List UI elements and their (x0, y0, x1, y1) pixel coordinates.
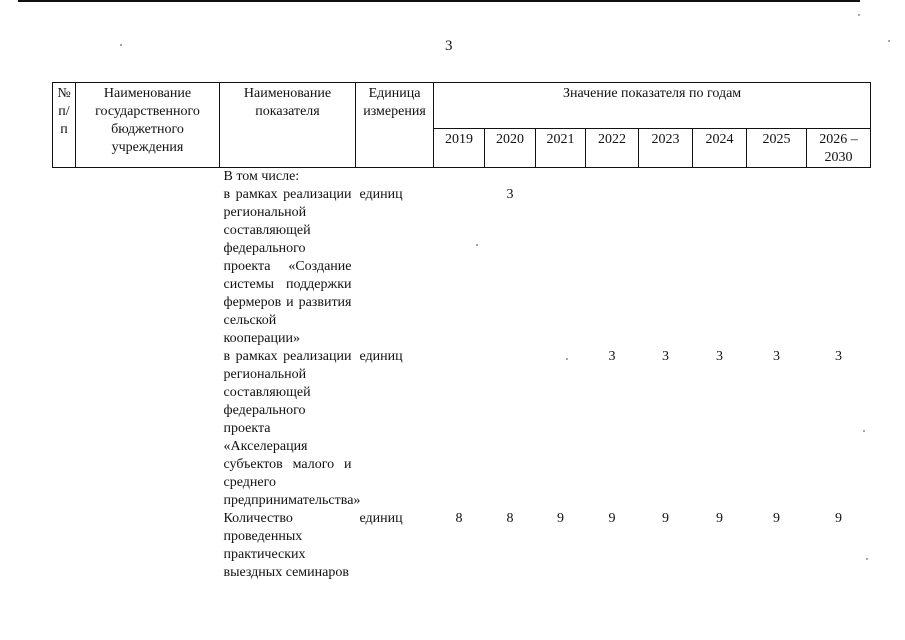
scan-speck (888, 40, 890, 42)
cell-unit: единиц (359, 349, 403, 364)
cell-value: 9 (608, 511, 616, 526)
header-year: 2023 (639, 129, 693, 168)
cell-value: 3 (506, 187, 514, 202)
cell-value (586, 186, 639, 348)
cell-unit (356, 168, 434, 187)
cell-institution (76, 510, 220, 582)
header-year: 2026 – 2030 (807, 129, 871, 168)
table-row (53, 510, 871, 582)
table-row (53, 186, 871, 348)
scan-speck (858, 14, 860, 16)
cell-value (693, 186, 747, 348)
table-row (53, 348, 871, 510)
header-year: 2024 (693, 129, 747, 168)
header-year: 2021 (536, 129, 586, 168)
cell-indicator: в рамках реализации региональной составляющей федерального проекта «Акселерация субъектов малого и среднего предпринимательства» (223, 349, 361, 508)
cell-value (807, 186, 871, 348)
cell-number (53, 348, 76, 510)
header-number: № п/п (53, 83, 76, 168)
cell-value (693, 168, 747, 187)
cell-number (53, 510, 76, 582)
cell-value (434, 186, 485, 348)
cell-value: 9 (835, 511, 843, 526)
top-edge-line (18, 0, 860, 2)
header-institution: Наименование государственного бюджетного учреждения (76, 83, 220, 168)
cell-indicator: В том числе: (223, 169, 300, 184)
cell-value (747, 168, 807, 187)
header-indicator: Наименование показателя (220, 83, 356, 168)
cell-value: 3 (773, 349, 780, 364)
page-number: 3 (445, 38, 453, 54)
cell-value: 3 (608, 349, 616, 364)
scan-speck (566, 358, 568, 360)
scan-speck (863, 430, 865, 432)
cell-value: 8 (506, 511, 514, 526)
header-values-by-year: Значение показателя по годам (434, 83, 871, 129)
cell-value (485, 168, 536, 187)
cell-value (485, 348, 536, 510)
table-row (53, 168, 871, 187)
cell-value: 9 (716, 511, 723, 526)
scan-speck (476, 244, 478, 246)
cell-value (434, 348, 485, 510)
cell-indicator: в рамках реализации региональной составляющей федерального проекта «Создание системы поддержки фермеров и развития сельской кооперации» (223, 187, 352, 346)
cell-unit: единиц (359, 511, 403, 526)
cell-value (536, 168, 586, 187)
table-header-row (53, 83, 871, 129)
header-year: 2020 (485, 129, 536, 168)
cell-value (639, 168, 693, 187)
cell-institution (76, 186, 220, 348)
cell-value (536, 186, 586, 348)
cell-value (807, 168, 871, 187)
cell-value (434, 168, 485, 187)
scan-speck (120, 44, 122, 46)
scan-speck (866, 558, 868, 560)
cell-value (747, 186, 807, 348)
cell-value (639, 186, 693, 348)
cell-number (53, 168, 76, 187)
cell-number (53, 186, 76, 348)
header-year: 2025 (747, 129, 807, 168)
cell-value: 9 (557, 511, 564, 526)
cell-value: 3 (835, 349, 843, 364)
cell-value: 3 (662, 349, 669, 364)
cell-value (536, 348, 586, 510)
cell-value: 9 (662, 511, 669, 526)
indicators-table (52, 82, 871, 582)
cell-institution (76, 168, 220, 187)
header-unit: Единица измерения (356, 83, 434, 168)
cell-value: 3 (716, 349, 723, 364)
header-year: 2019 (434, 129, 485, 168)
cell-institution (76, 348, 220, 510)
cell-value (586, 168, 639, 187)
cell-value: 9 (773, 511, 780, 526)
cell-indicator: Количество проведенных практических выездных семинаров (223, 511, 349, 580)
header-year: 2022 (586, 129, 639, 168)
cell-unit: единиц (359, 187, 403, 202)
cell-value: 8 (455, 511, 463, 526)
